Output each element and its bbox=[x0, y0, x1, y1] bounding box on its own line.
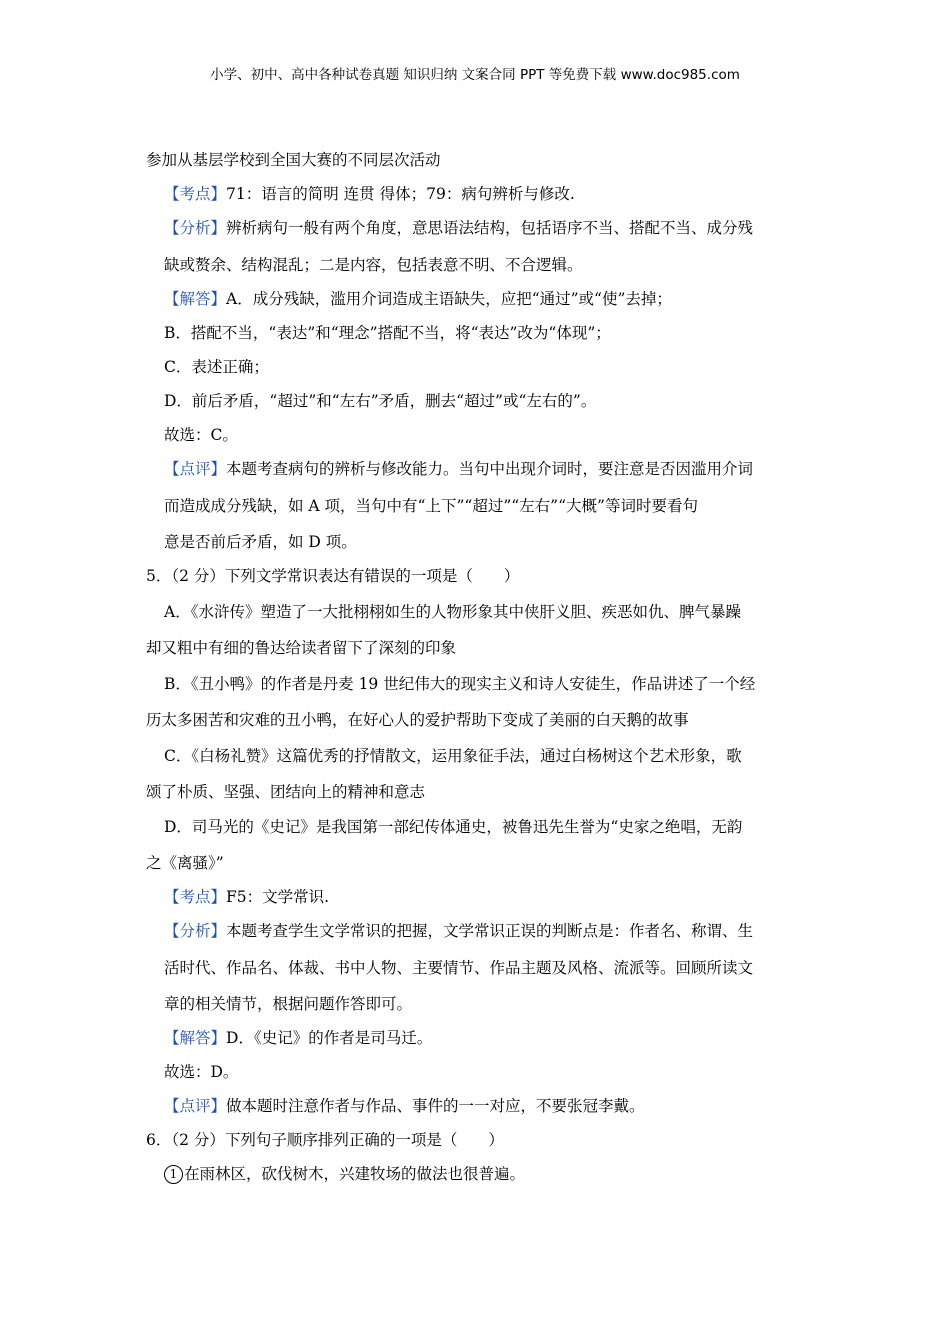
q5-option-b-cont: 历太多困苦和灾难的丑小鸭，在好心人的爱护帮助下变成了美丽的白天鹅的故事 bbox=[146, 711, 689, 729]
fenxi-line: 本题考查学生文学常识的把握，文学常识正误的判断点是：作者名、称谓、生 bbox=[226, 922, 754, 940]
q4-jieda bbox=[164, 289, 672, 309]
answer-line: B．搭配不当，“表达”和“理念”搭配不当，将“表达”改为“体现”； bbox=[164, 324, 611, 342]
fenxi-line: 活时代、作品名、体裁、书中人物、主要情节、作品主题及风格、流派等。回顾所读文 bbox=[164, 959, 754, 977]
q5-kaodian bbox=[164, 887, 329, 907]
dianping-line: 意是否前后矛盾，如 D 项。 bbox=[164, 533, 357, 551]
dianping-line: 本题考查病句的辨析与修改能力。当句中出现介词时，要注意是否因滥用介词 bbox=[226, 460, 754, 478]
circled-number: 1 bbox=[164, 1165, 183, 1184]
q5-jieda bbox=[164, 1028, 432, 1048]
q4-option-continuation: 参加从基层学校到全国大赛的不同层次活动 bbox=[146, 151, 441, 169]
q4-fenxi bbox=[164, 218, 753, 238]
fenxi-line: 缺或赘余、结构混乱；二是内容，包括表意不明、不合逻辑。 bbox=[164, 256, 583, 274]
choice-line: 故选：D。 bbox=[164, 1063, 239, 1081]
kaodian-tag: 【考点】 bbox=[164, 888, 227, 906]
kaodian-text: F5：文学常识. bbox=[226, 888, 330, 906]
q5-option-d: D．司马光的《史记》是我国第一部纪传体通史，被鲁迅先生誉为“史家之绝唱，无韵 bbox=[164, 818, 743, 836]
q5-option-c-cont: 颂了朴质、坚强、团结向上的精神和意志 bbox=[146, 783, 426, 801]
q4-dianping bbox=[164, 459, 753, 479]
q5-option-d-cont: 之《离骚》” bbox=[146, 854, 224, 872]
fenxi-tag: 【分析】 bbox=[164, 922, 227, 940]
page-header: 小学、初中、高中各种试卷真题 知识归纳 文案合同 PPT 等免费下载 www.doc985.com bbox=[210, 67, 740, 83]
q6-item-text: 在雨林区，砍伐树木，兴建牧场的做法也很普遍。 bbox=[184, 1165, 526, 1183]
q5-option-b: B．《丑小鸭》的作者是丹麦 19 世纪伟大的现实主义和诗人安徒生，作品讲述了一个经 bbox=[164, 675, 756, 693]
q5-fenxi bbox=[164, 921, 753, 941]
jieda-text: D．《史记》的作者是司马迁。 bbox=[226, 1029, 433, 1047]
answer-line: D．前后矛盾，“超过”和“左右”矛盾，删去“超过”或“左右的”。 bbox=[164, 392, 597, 410]
q5-option-a-cont: 却又粗中有细的鲁达给读者留下了深刻的印象 bbox=[146, 639, 457, 657]
dianping-line: 而造成成分残缺，如 A 项，当句中有“上下”“超过”“左右”“大概”等词时要看句 bbox=[164, 497, 698, 515]
fenxi-tag: 【分析】 bbox=[164, 219, 227, 237]
kaodian-text: 71：语言的简明 连贯 得体；79：病句辨析与修改. bbox=[226, 185, 575, 203]
q6-stem: 6．（2 分）下列句子顺序排列正确的一项是（ ） bbox=[146, 1131, 504, 1149]
q4-kaodian bbox=[164, 184, 575, 204]
kaodian-tag: 【考点】 bbox=[164, 185, 227, 203]
fenxi-line: 辨析病句一般有两个角度，意思语法结构，包括语序不当、搭配不当、成分残 bbox=[226, 219, 754, 237]
q5-dianping bbox=[164, 1096, 645, 1116]
q6-item-1 bbox=[164, 1164, 525, 1184]
q5-option-c: C．《白杨礼赞》这篇优秀的抒情散文，运用象征手法，通过白杨树这个艺术形象，歌 bbox=[164, 747, 742, 765]
q5-option-a: A．《水浒传》塑造了一大批栩栩如生的人物形象其中侠肝义胆、疾恶如仇、脾气暴躁 bbox=[164, 603, 741, 621]
jieda-tag: 【解答】 bbox=[164, 1029, 227, 1047]
dianping-tag: 【点评】 bbox=[164, 1097, 227, 1115]
jieda-tag: 【解答】 bbox=[164, 290, 227, 308]
q5-stem: 5．（2 分）下列文学常识表达有错误的一项是（ ） bbox=[146, 567, 520, 585]
dianping-text: 做本题时注意作者与作品、事件的一一对应，不要张冠李戴。 bbox=[226, 1097, 645, 1115]
fenxi-line: 章的相关情节，根据问题作答即可。 bbox=[164, 995, 413, 1013]
jieda-text: A．成分残缺，滥用介词造成主语缺失，应把“通过”或“使”去掉； bbox=[226, 290, 672, 308]
answer-line: C．表述正确； bbox=[164, 358, 269, 376]
dianping-tag: 【点评】 bbox=[164, 460, 227, 478]
choice-line: 故选：C。 bbox=[164, 426, 238, 444]
